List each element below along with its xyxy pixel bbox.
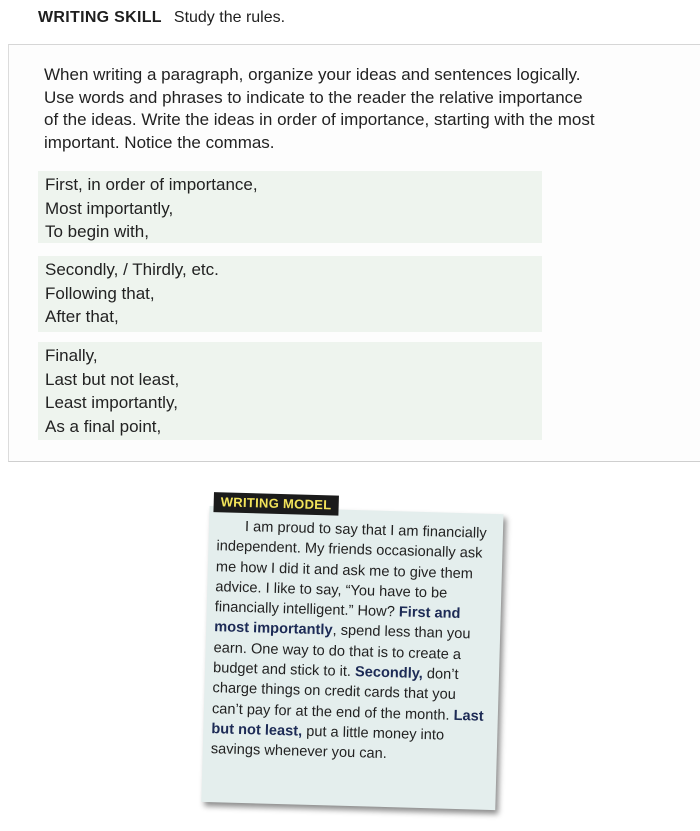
- model-bold-phrase: First and most importantly: [213, 604, 461, 639]
- phrase-item: As a final point,: [45, 416, 162, 436]
- phrase-group-last: [38, 342, 542, 440]
- section-instruction: Study the rules.: [173, 9, 286, 26]
- model-bold-phrase: Secondly,: [354, 664, 424, 683]
- intro-line: important. Notice the commas.: [44, 132, 275, 152]
- model-text: put a little money into savings whenever you can.: [210, 723, 445, 763]
- writing-model-card: [201, 506, 503, 810]
- section-label: WRITING SKILL: [38, 9, 162, 26]
- phrase-item: Secondly, / Thirdly, etc.: [45, 260, 219, 279]
- phrase-item: Last but not least,: [45, 369, 180, 389]
- model-text: don’t charge things on credit cards that you can’t pay for at the end of the month.: [211, 666, 459, 724]
- phrase-item: First, in order of importance,: [45, 175, 258, 194]
- writing-model-tag: WRITING MODEL: [213, 492, 338, 515]
- writing-model-paragraph: [211, 516, 496, 767]
- phrase-group-middle: [38, 256, 542, 332]
- intro-line: When writing a paragraph, organize your ideas and sentences logically.: [44, 65, 581, 84]
- model-text: , spend less than you earn. One way to do that is to create a budget and stick to it.: [212, 622, 471, 681]
- intro-line: of the ideas. Write the ideas in order of importance, starting with the most: [44, 110, 595, 129]
- phrase-item: Following that,: [45, 283, 155, 303]
- phrase-item: Least importantly,: [45, 393, 178, 412]
- writing-model: [201, 492, 510, 820]
- phrase-item: Most importantly,: [45, 198, 174, 218]
- phrase-group-first: [38, 171, 542, 243]
- model-text: I am proud to say that I am financially independent. My friends occasionally ask me how I did it and ask me to give them advice. I like to say, “You have to be financially intelligent.” How?: [214, 518, 487, 621]
- writing-skill-header: [38, 8, 285, 28]
- model-bold-phrase: Last but not least,: [211, 707, 484, 740]
- phrase-item: After that,: [45, 307, 119, 326]
- phrase-item: To begin with,: [45, 222, 149, 241]
- phrase-item: Finally,: [45, 346, 98, 365]
- rules-intro: [44, 64, 694, 154]
- intro-line: Use words and phrases to indicate to the reader the relative importance: [44, 87, 583, 107]
